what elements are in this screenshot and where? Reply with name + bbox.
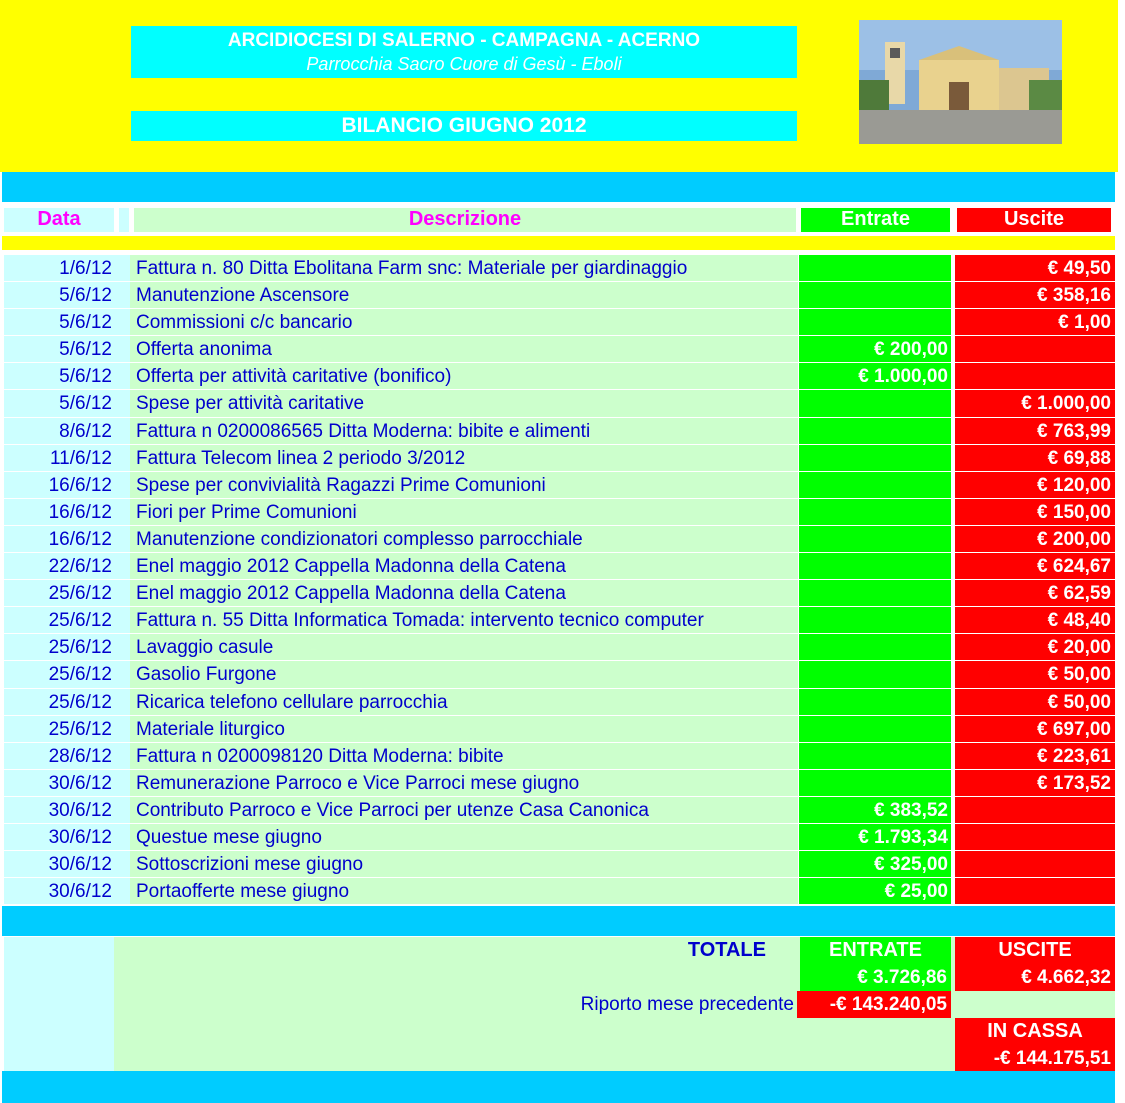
row-description: Enel maggio 2012 Cappella Madonna della Catena xyxy=(130,553,798,580)
row-description: Lavaggio casule xyxy=(130,634,798,661)
row-date: 25/6/12 xyxy=(4,607,114,634)
row-gap xyxy=(114,878,130,905)
row-expense xyxy=(955,797,1115,824)
row-date: 5/6/12 xyxy=(4,363,114,390)
row-gap xyxy=(114,689,130,716)
row-gap xyxy=(114,282,130,309)
column-header-description: Descrizione xyxy=(134,208,796,232)
row-gap xyxy=(114,634,130,661)
diocese-title: ARCIDIOCESI DI SALERNO - CAMPAGNA - ACERNO xyxy=(227,30,701,51)
separator-yellow xyxy=(2,236,1115,250)
row-expense: € 20,00 xyxy=(955,634,1115,661)
row-description: Materiale liturgico xyxy=(130,716,798,743)
row-income xyxy=(798,499,951,526)
row-description: Sottoscrizioni mese giugno xyxy=(130,851,798,878)
row-date: 30/6/12 xyxy=(4,770,114,797)
table-row xyxy=(4,824,1115,851)
table-row xyxy=(4,255,1115,282)
row-gap xyxy=(114,445,130,472)
row-expense: € 49,50 xyxy=(955,255,1115,282)
row-income xyxy=(798,390,951,417)
row-gap xyxy=(114,336,130,363)
row-date: 30/6/12 xyxy=(4,878,114,905)
row-income xyxy=(798,607,951,634)
cash-value: -€ 144.175,51 xyxy=(955,1045,1115,1071)
row-income: € 25,00 xyxy=(798,878,951,905)
table-row xyxy=(4,607,1115,634)
row-gap xyxy=(114,851,130,878)
row-description: Fattura n 0200086565 Ditta Moderna: bibite e alimenti xyxy=(130,418,798,445)
row-date: 16/6/12 xyxy=(4,526,114,553)
table-row xyxy=(4,418,1115,445)
row-income: € 383,52 xyxy=(798,797,951,824)
row-date: 5/6/12 xyxy=(4,336,114,363)
table-row xyxy=(4,851,1115,878)
row-gap xyxy=(114,661,130,688)
row-date: 25/6/12 xyxy=(4,689,114,716)
table-row xyxy=(4,282,1115,309)
row-expense: € 624,67 xyxy=(955,553,1115,580)
table-row xyxy=(4,716,1115,743)
table-row xyxy=(4,634,1115,661)
row-description: Manutenzione condizionatori complesso parrocchiale xyxy=(130,526,798,553)
row-expense: € 697,00 xyxy=(955,716,1115,743)
parish-subtitle: Parrocchia Sacro Cuore di Gesù - Eboli xyxy=(306,54,622,74)
row-expense: € 358,16 xyxy=(955,282,1115,309)
row-description: Fiori per Prime Comunioni xyxy=(130,499,798,526)
row-description: Spese per convivialità Ragazzi Prime Comunioni xyxy=(130,472,798,499)
band-bottom-2 xyxy=(2,1071,1115,1103)
column-header-expense: Uscite xyxy=(957,208,1111,232)
row-income xyxy=(798,743,951,770)
row-expense: € 173,52 xyxy=(955,770,1115,797)
table-row xyxy=(4,336,1115,363)
row-income: € 200,00 xyxy=(798,336,951,363)
row-date: 25/6/12 xyxy=(4,661,114,688)
church-photo xyxy=(859,20,1062,144)
table-row xyxy=(4,390,1115,417)
row-date: 16/6/12 xyxy=(4,472,114,499)
row-gap xyxy=(114,255,130,282)
row-income xyxy=(798,418,951,445)
column-header-date: Data xyxy=(4,208,114,232)
band-bottom-1 xyxy=(2,906,1115,936)
row-description: Spese per attività caritative xyxy=(130,390,798,417)
row-expense: € 200,00 xyxy=(955,526,1115,553)
row-date: 5/6/12 xyxy=(4,390,114,417)
row-gap xyxy=(114,770,130,797)
table-row xyxy=(4,689,1115,716)
row-date: 30/6/12 xyxy=(4,824,114,851)
row-expense xyxy=(955,824,1115,851)
row-income xyxy=(798,716,951,743)
row-gap xyxy=(114,580,130,607)
row-income xyxy=(798,661,951,688)
row-expense: € 48,40 xyxy=(955,607,1115,634)
table-row xyxy=(4,797,1115,824)
church-photo-image xyxy=(859,20,1062,144)
row-expense xyxy=(955,363,1115,390)
row-date: 11/6/12 xyxy=(4,445,114,472)
report-title: BILANCIO GIUGNO 2012 xyxy=(131,111,797,141)
row-income: € 325,00 xyxy=(798,851,951,878)
row-description: Portaofferte mese giugno xyxy=(130,878,798,905)
row-income xyxy=(798,689,951,716)
row-date: 5/6/12 xyxy=(4,309,114,336)
row-income: € 1.000,00 xyxy=(798,363,951,390)
row-income xyxy=(798,770,951,797)
table-row xyxy=(4,309,1115,336)
row-description: Offerta anonima xyxy=(130,336,798,363)
row-expense: € 50,00 xyxy=(955,689,1115,716)
carry-over-label: Riporto mese precedente xyxy=(580,994,794,1015)
row-gap xyxy=(114,716,130,743)
row-expense: € 1,00 xyxy=(955,309,1115,336)
totals-label: TOTALE xyxy=(687,939,766,961)
row-expense: € 62,59 xyxy=(955,580,1115,607)
row-date: 22/6/12 xyxy=(4,553,114,580)
row-gap xyxy=(114,418,130,445)
row-income xyxy=(798,472,951,499)
row-expense: € 763,99 xyxy=(955,418,1115,445)
row-date: 30/6/12 xyxy=(4,851,114,878)
row-gap xyxy=(114,797,130,824)
row-income xyxy=(798,634,951,661)
row-income xyxy=(798,255,951,282)
row-date: 25/6/12 xyxy=(4,716,114,743)
totals-expense-value: € 4.662,32 xyxy=(955,964,1115,991)
row-date: 16/6/12 xyxy=(4,499,114,526)
transactions-table xyxy=(4,255,1115,905)
row-description: Fattura Telecom linea 2 periodo 3/2012 xyxy=(130,445,798,472)
table-row xyxy=(4,580,1115,607)
row-description: Fattura n. 55 Ditta Informatica Tomada: intervento tecnico computer xyxy=(130,607,798,634)
row-description: Offerta per attività caritative (bonifico) xyxy=(130,363,798,390)
row-gap xyxy=(114,472,130,499)
row-expense xyxy=(955,878,1115,905)
row-description: Fattura n. 80 Ditta Ebolitana Farm snc: Materiale per giardinaggio xyxy=(130,255,798,282)
table-row xyxy=(4,526,1115,553)
row-income xyxy=(798,309,951,336)
table-row xyxy=(4,472,1115,499)
table-row xyxy=(4,499,1115,526)
row-description: Enel maggio 2012 Cappella Madonna della Catena xyxy=(130,580,798,607)
row-date: 30/6/12 xyxy=(4,797,114,824)
row-date: 28/6/12 xyxy=(4,743,114,770)
row-date: 8/6/12 xyxy=(4,418,114,445)
table-row xyxy=(4,553,1115,580)
totals-income-value: € 3.726,86 xyxy=(800,964,951,991)
row-expense: € 150,00 xyxy=(955,499,1115,526)
row-gap xyxy=(114,553,130,580)
totals-left-margin xyxy=(4,937,114,1071)
row-description: Gasolio Furgone xyxy=(130,661,798,688)
row-income xyxy=(798,526,951,553)
row-gap xyxy=(114,390,130,417)
row-description: Fattura n 0200098120 Ditta Moderna: bibite xyxy=(130,743,798,770)
row-gap xyxy=(114,743,130,770)
row-date: 1/6/12 xyxy=(4,255,114,282)
row-description: Commissioni c/c bancario xyxy=(130,309,798,336)
row-expense: € 1.000,00 xyxy=(955,390,1115,417)
column-header-gap xyxy=(119,208,129,232)
row-date: 25/6/12 xyxy=(4,580,114,607)
row-income xyxy=(798,553,951,580)
row-gap xyxy=(114,309,130,336)
diocese-box xyxy=(131,26,797,78)
row-income: € 1.793,34 xyxy=(798,824,951,851)
row-gap xyxy=(114,499,130,526)
row-date: 25/6/12 xyxy=(4,634,114,661)
row-expense: € 120,00 xyxy=(955,472,1115,499)
row-description: Ricarica telefono cellulare parrocchia xyxy=(130,689,798,716)
table-row xyxy=(4,445,1115,472)
row-income xyxy=(798,580,951,607)
row-expense: € 69,88 xyxy=(955,445,1115,472)
row-description: Contributo Parroco e Vice Parroci per utenze Casa Canonica xyxy=(130,797,798,824)
row-expense: € 50,00 xyxy=(955,661,1115,688)
column-header-income: Entrate xyxy=(801,208,950,232)
row-income xyxy=(798,445,951,472)
table-row xyxy=(4,770,1115,797)
cash-label: IN CASSA xyxy=(955,1018,1115,1045)
row-expense xyxy=(955,851,1115,878)
row-gap xyxy=(114,363,130,390)
row-description: Remunerazione Parroco e Vice Parroci mese giugno xyxy=(130,770,798,797)
band-top xyxy=(2,172,1115,202)
row-gap xyxy=(114,526,130,553)
row-income xyxy=(798,282,951,309)
row-description: Manutenzione Ascensore xyxy=(130,282,798,309)
row-expense: € 223,61 xyxy=(955,743,1115,770)
table-row xyxy=(4,661,1115,688)
row-expense xyxy=(955,336,1115,363)
totals-expense-header: USCITE xyxy=(955,937,1115,964)
table-row xyxy=(4,878,1115,905)
carry-over-value: -€ 143.240,05 xyxy=(797,991,951,1018)
table-row xyxy=(4,743,1115,770)
table-row xyxy=(4,363,1115,390)
row-description: Questue mese giugno xyxy=(130,824,798,851)
row-gap xyxy=(114,824,130,851)
totals-income-header: ENTRATE xyxy=(800,937,951,964)
row-date: 5/6/12 xyxy=(4,282,114,309)
row-gap xyxy=(114,607,130,634)
